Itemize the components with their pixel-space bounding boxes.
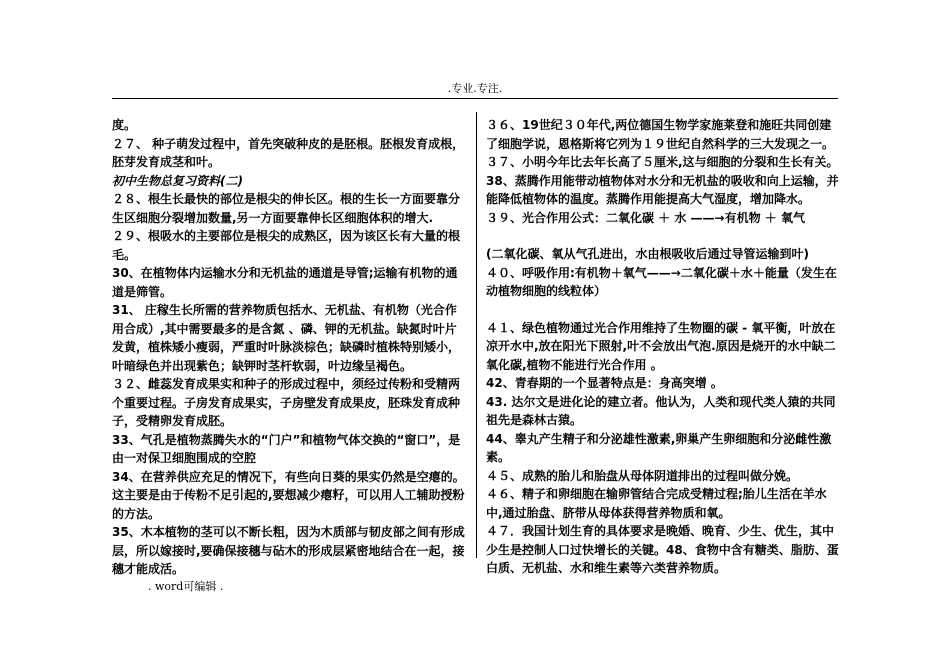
- right-column: [486, 116, 841, 578]
- blank-line: [486, 227, 841, 245]
- paragraph: 度。: [112, 118, 137, 132]
- paragraph: ２８、根生长最快的部位是根尖的伸长区。根的生长一方面要靠分生区细胞分裂增加数量,另一方面要靠伸长区细胞体积的增大.: [112, 192, 461, 225]
- paragraph: ３９、光合作用公式：二氧化碳 ＋ 水 ——→有机物 ＋ 氧气: [486, 210, 805, 225]
- paragraph: 33、气孔是植物蒸腾失水的“门户”和植物气体交换的“窗口”，是由一对保卫细胞围成的空腔: [112, 432, 461, 465]
- paragraph: ３６、19世纪３０年代,两位德国生物学家施莱登和施旺共同创建了细胞学说，恩格斯将它列为１９世纪自然科学的三大发现之一。: [486, 118, 835, 151]
- paragraph: 34、在营养供应充足的情况下，有些向日葵的果实仍然是空瘪的。这主要是由于传粉不足引起的,要想减少瘪籽，可以用人工辅助授粉的方法。: [112, 469, 465, 521]
- paragraph: ４７．我国计划生育的具体要求是晚婚、晚育、少生、优生，其中少生是控制人口过快增长的关键。48、食物中含有糖类、脂肪、蛋白质、无机盐、水和维生素等六类营养物质。: [486, 524, 839, 575]
- header-rule: [112, 98, 838, 99]
- paragraph: ４５、成熟的胎儿和胎盘从母体阴道排出的过程叫做分娩。: [486, 468, 799, 483]
- paragraph: 44、睾丸产生精子和分泌雄性激素,卵巢产生卵细胞和分泌雌性激素。: [486, 431, 832, 464]
- left-column: [112, 116, 467, 579]
- paragraph: 31、 庄稼生长所需的营养物质包括水、无机盐、有机物（光合作用合成）,其中需要最多的是含氮 、磷、钾的无机盐。缺氮时叶片发黄，植株矮小瘦弱，严重时叶脉淡棕色；缺磷时植株特别矮小，叶暗绿色并出现紫色；缺钾时茎杆软弱，叶边缘呈褐色。: [112, 303, 461, 373]
- page-footer: . word可编辑 .: [148, 580, 224, 593]
- paragraph: ３７、小明今年比去年长高了５厘米,这与细胞的分裂和生长有关。: [486, 155, 839, 169]
- page-header: .专业.专注.: [447, 82, 503, 95]
- column-divider: [476, 112, 477, 558]
- blank-line: [486, 301, 841, 319]
- paragraph: ２９、根吸水的主要部位是根尖的成熟区，因为该区长有大量的根毛。: [112, 229, 461, 262]
- paragraph: ４０、呼吸作用:有机物＋氧气——→二氧化碳＋水＋能量（发生在动植物细胞的线粒体）: [486, 265, 837, 298]
- paragraph: ３２、雌蕊发育成果实和种子的形成过程中，须经过传粉和受精两个重要过程。子房发育成果实，子房壁发育成果皮，胚珠发育成种子，受精卵发育成胚。: [112, 377, 461, 428]
- paragraph: 42、青春期的一个显著特点是：身高突增 。: [486, 376, 723, 390]
- paragraph: 38、蒸腾作用能带动植物体对水分和无机盐的吸收和向上运输，并能降低植物体的温度。蒸腾作用能提高大气湿度，增加降水。: [486, 173, 839, 206]
- paragraph: 35、木本植物的茎可以不断长粗，因为木质部与韧皮部之间有形成层，所以嫁接时,要确保接穗与砧木的形成层紧密地结合在一起，接穗才能成活。: [112, 525, 465, 576]
- paragraph: ２７、 种子萌发过程中，首先突破种皮的是胚根。胚根发育成根，胚芽发育成茎和叶。: [112, 136, 465, 169]
- paragraph: ４６、精子和卵细胞在输卵管结合完成受精过程;胎儿生活在羊水中,通过胎盘、脐带从母体获得营养物质和氧。: [486, 487, 827, 520]
- section-heading: 初中生物总复习资料(二): [112, 173, 243, 188]
- paragraph: ４１、绿色植物通过光合作用维持了生物圈的碳 - 氧平衡，叶放在凉开水中,放在阳光下照射,叶不会放出气泡.原因是烧开的水中缺二氧化碳,植物不能进行光合作用 。: [486, 320, 836, 372]
- paragraph: 30、在植物体内运输水分和无机盐的通道是导管;运输有机物的通道是筛管。: [112, 266, 458, 299]
- paragraph: (二氧化碳、氧从气孔进出，水由根吸收后通过导管运输到叶): [486, 247, 809, 261]
- paragraph: 43. 达尔文是进化论的建立者。他认为，人类和现代类人猿的共同祖先是森林古猿。: [486, 394, 836, 427]
